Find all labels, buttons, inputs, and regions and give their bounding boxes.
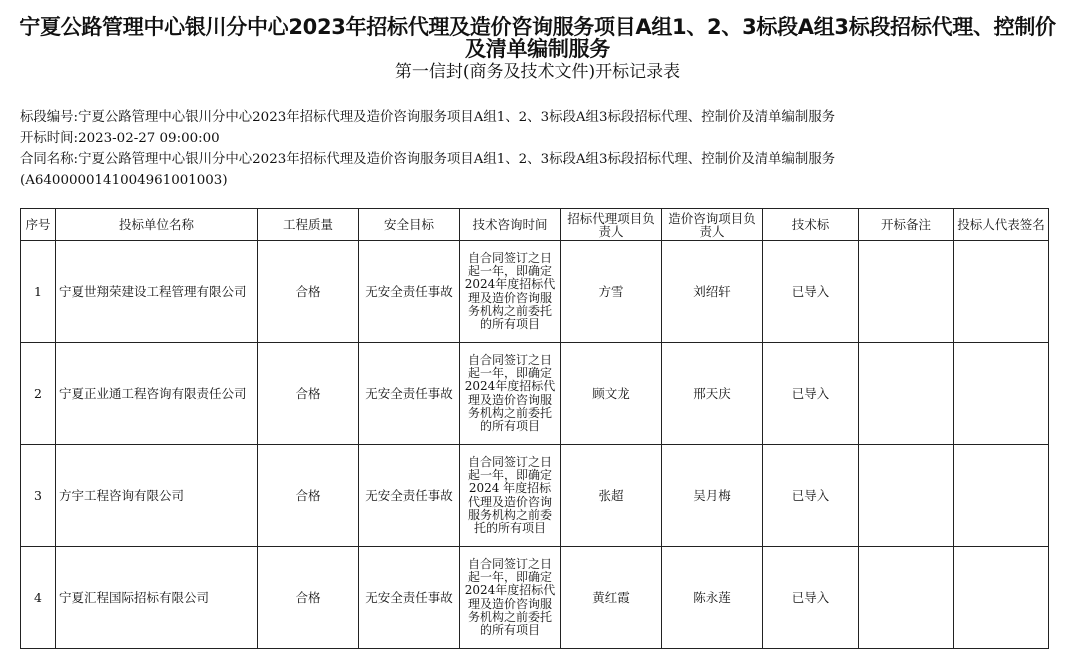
document-title: 宁夏公路管理中心银川分中心2023年招标代理及造价咨询服务项目A组1、2、3标段A组3标段招标代理、控制价及清单编制服务 — [19, 15, 1056, 61]
header-remark: 开标备注 — [859, 209, 954, 241]
header-tech-bid: 技术标 — [763, 209, 859, 241]
header-company: 投标单位名称 — [56, 209, 258, 241]
cell-company: 宁夏正业通工程咨询有限责任公司 — [56, 343, 258, 445]
bid-opening-table — [20, 208, 1049, 649]
cell-safety: 无安全责任事故 — [359, 343, 460, 445]
cell-remark — [859, 241, 954, 343]
cell-cost-lead: 吴月梅 — [662, 445, 763, 547]
cell-tech-bid: 已导入 — [763, 241, 859, 343]
bid-meta — [20, 107, 1060, 191]
cell-quality: 合格 — [258, 343, 359, 445]
cell-consult-time: 自合同签订之日起一年，即确定2024年度招标代理及造价咨询服务机构之前委托的所有项目 — [460, 547, 561, 649]
cell-remark — [859, 343, 954, 445]
header-no: 序号 — [21, 209, 56, 241]
contract-code: (A640000014100496100100​3) — [20, 173, 228, 188]
cell-company: 方宇工程咨询有限公司 — [56, 445, 258, 547]
cell-consult-time: 自合同签订之日起一年，即确定2024年度招标代理及造价咨询服务机构之前委托的所有项目 — [460, 241, 561, 343]
cell-remark — [859, 547, 954, 649]
cell-agent-lead: 方雪 — [561, 241, 662, 343]
header-safety: 安全目标 — [359, 209, 460, 241]
table-row — [21, 343, 1049, 445]
table-header-row — [21, 209, 1049, 241]
cell-cost-lead: 刘绍轩 — [662, 241, 763, 343]
cell-signature — [954, 445, 1049, 547]
cell-quality: 合格 — [258, 547, 359, 649]
document-subtitle: 第一信封(商务及技术文件)开标记录表 — [394, 62, 681, 82]
cell-safety: 无安全责任事故 — [359, 445, 460, 547]
cell-remark — [859, 445, 954, 547]
table-row — [21, 241, 1049, 343]
cell-consult-time: 自合同签订之日起一年，即确定 2024 年度招标代理及造价咨询服务机构之前委托的所有项目 — [460, 445, 561, 547]
cell-no: 4 — [21, 547, 56, 649]
cell-cost-lead: 陈永莲 — [662, 547, 763, 649]
contract-name: 合同名称:宁夏公路管理中心银川分中心2023年招标代理及造价咨询服务项目A组1、2、3标段A组3标段招标代理、控制价及清单编制服务 — [20, 152, 836, 167]
header-signature: 投标人代表签名 — [954, 209, 1049, 241]
cell-agent-lead: 张超 — [561, 445, 662, 547]
cell-cost-lead: 邢天庆 — [662, 343, 763, 445]
cell-safety: 无安全责任事故 — [359, 241, 460, 343]
cell-quality: 合格 — [258, 445, 359, 547]
cell-signature — [954, 241, 1049, 343]
cell-company: 宁夏汇程国际招标有限公司 — [56, 547, 258, 649]
cell-tech-bid: 已导入 — [763, 343, 859, 445]
cell-company: 宁夏世翔荣建设工程管理有限公司 — [56, 241, 258, 343]
header-consult-time: 技术咨询时间 — [460, 209, 561, 241]
cell-agent-lead: 顾文龙 — [561, 343, 662, 445]
cell-quality: 合格 — [258, 241, 359, 343]
cell-signature — [954, 547, 1049, 649]
cell-agent-lead: 黄红霞 — [561, 547, 662, 649]
cell-no: 2 — [21, 343, 56, 445]
cell-no: 1 — [21, 241, 56, 343]
cell-signature — [954, 343, 1049, 445]
header-agent-lead: 招标代理项目负责人 — [561, 209, 662, 241]
cell-safety: 无安全责任事故 — [359, 547, 460, 649]
cell-tech-bid: 已导入 — [763, 547, 859, 649]
open-time: 开标时间:2023-02-27 09:00:00 — [20, 131, 220, 146]
table-row — [21, 445, 1049, 547]
table-row — [21, 547, 1049, 649]
cell-consult-time: 自合同签订之日起一年，即确定2024年度招标代理及造价咨询服务机构之前委托的所有项目 — [460, 343, 561, 445]
cell-no: 3 — [21, 445, 56, 547]
header-cost-lead: 造价咨询项目负责人 — [662, 209, 763, 241]
section-number: 标段编号:宁夏公路管理中心银川分中心2023年招标代理及造价咨询服务项目A组1、2、3标段A组3标段招标代理、控制价及清单编制服务 — [20, 110, 836, 125]
cell-tech-bid: 已导入 — [763, 445, 859, 547]
header-quality: 工程质量 — [258, 209, 359, 241]
